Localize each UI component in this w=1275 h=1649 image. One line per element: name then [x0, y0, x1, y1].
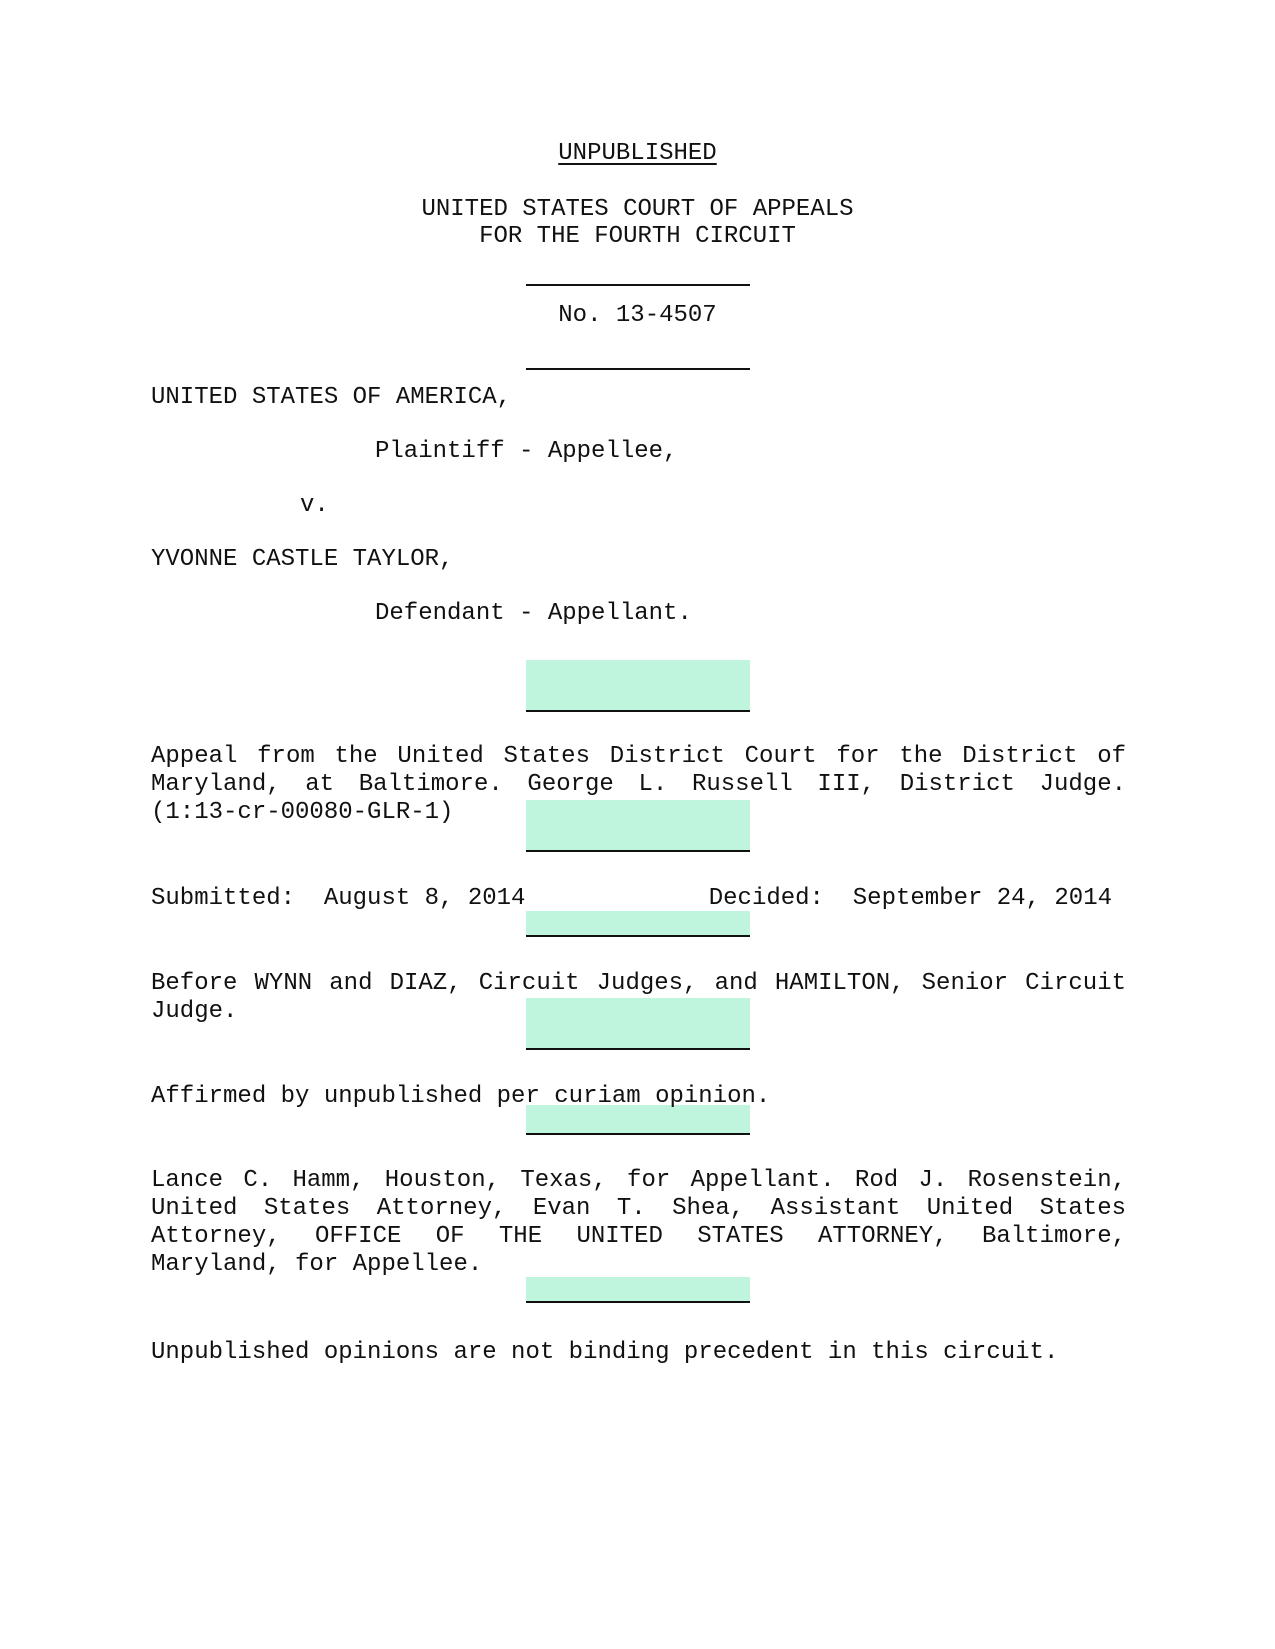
court-name-line1: UNITED STATES COURT OF APPEALS	[421, 196, 854, 223]
divider-rule	[526, 284, 750, 286]
plaintiff-name: UNITED STATES OF AMERICA,	[151, 384, 512, 411]
counsel-paragraph: Lance C. Hamm, Houston, Texas, for Appellant. Rod J. Rosenstein, United States Attorney, Evan T. Shea, Assistant United States Attorney, OFFICE OF THE UNITED STATES ATTORNEY, Baltimore, Maryland, for Appellee.	[151, 1167, 1126, 1278]
panel-paragraph: Before WYNN and DIAZ, Circuit Judges, and HAMILTON, Senior Circuit Judge.	[151, 970, 1126, 1025]
court-name-line2: FOR THE FOURTH CIRCUIT	[479, 223, 796, 250]
divider-rule	[526, 850, 750, 852]
divider-rule	[526, 368, 750, 370]
divider-rule	[526, 935, 750, 937]
case-number: No. 13-4507	[558, 302, 717, 329]
highlight-block	[526, 1277, 750, 1301]
disposition-line: Affirmed by unpublished per curiam opinion.	[151, 1083, 771, 1110]
highlight-block	[526, 660, 750, 710]
appeal-paragraph: Appeal from the United States District Court for the District of Maryland, at Baltimore. George L. Russell III, District Judge. (1:13-cr-00080-GLR-1)	[151, 743, 1126, 826]
plaintiff-role: Plaintiff - Appellee,	[375, 438, 678, 465]
divider-rule	[526, 710, 750, 712]
defendant-role: Defendant - Appellant.	[375, 600, 692, 627]
highlight-block	[526, 911, 750, 935]
dates-row	[151, 885, 1126, 913]
defendant-name: YVONNE CASTLE TAYLOR,	[151, 546, 454, 573]
divider-rule	[526, 1301, 750, 1303]
decided-date: Decided: September 24, 2014	[708, 885, 1112, 912]
divider-rule	[526, 1133, 750, 1135]
versus-label: v.	[300, 492, 329, 519]
divider-rule	[526, 1048, 750, 1050]
precedent-notice: Unpublished opinions are not binding precedent in this circuit.	[151, 1339, 1059, 1366]
unpublished-label: UNPUBLISHED	[558, 140, 717, 167]
submitted-date: Submitted: August 8, 2014	[151, 885, 526, 912]
